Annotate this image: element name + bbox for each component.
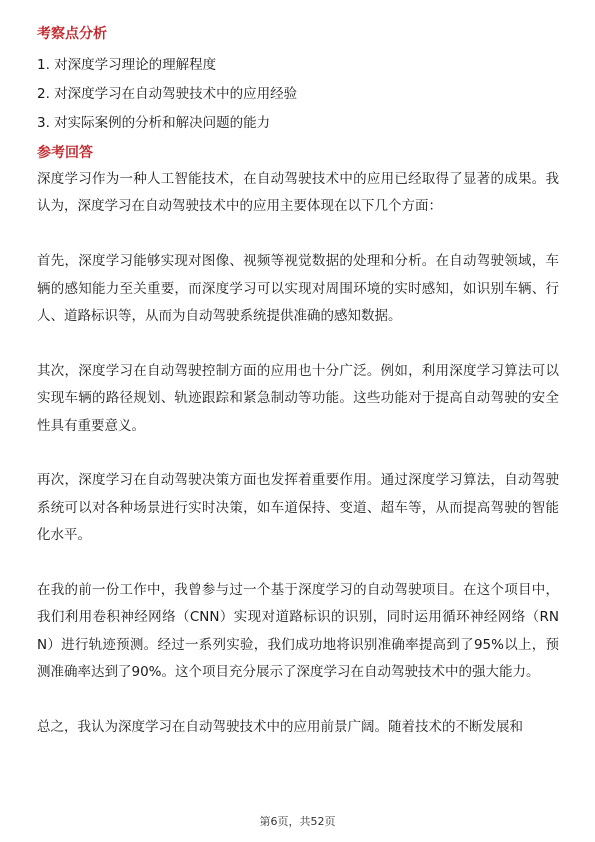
answer-paragraph-first: 首先，深度学习能够实现对图像、视频等视觉数据的处理和分析。在自动驾驶领域，车辆的感知能力至关重要，而深度学习可以实现对周围环境的实时感知，如识别车辆、行人、道路标识等，从而为自动驾驶系统提供准确的感知数据。 bbox=[37, 253, 559, 325]
page-number: 第6页，共52页 bbox=[259, 815, 336, 828]
answer-body bbox=[37, 166, 559, 769]
answer-paragraph-experience: 在我的前一份工作中，我曾参与过一个基于深度学习的自动驾驶项目。在这个项目中，我们利用卷积神经网络（CNN）实现对道路标识的识别，同时运用循环神经网络（RNN）进行轨迹预测。经过一系列实验，我们成功地将识别准确率提高到了95%以上，预测准确率达到了90%。这个项目充分展示了深度学习在自动驾驶技术中的强大能力。 bbox=[37, 582, 559, 681]
answer-paragraph-conclusion: 总之，我认为深度学习在自动驾驶技术中的应用前景广阔。随着技术的不断发展和 bbox=[37, 719, 523, 736]
answer-paragraph-intro: 深度学习作为一种人工智能技术，在自动驾驶技术中的应用已经取得了显著的成果。我认为，深度学习在自动驾驶技术中的应用主要体现在以下几个方面： bbox=[37, 171, 559, 215]
answer-heading: 参考回答 bbox=[37, 145, 93, 161]
analysis-item: 2. 对深度学习在自动驾驶技术中的应用经验 bbox=[37, 86, 298, 102]
analysis-heading: 考察点分析 bbox=[37, 26, 107, 42]
answer-paragraph-second: 其次，深度学习在自动驾驶控制方面的应用也十分广泛。例如，利用深度学习算法可以实现车辆的路径规划、轨迹跟踪和紧急制动等功能。这些功能对于提高自动驾驶的安全性具有重要意义。 bbox=[37, 362, 559, 434]
analysis-item: 1. 对深度学习理论的理解程度 bbox=[37, 57, 217, 73]
analysis-list bbox=[37, 52, 297, 139]
answer-paragraph-third: 再次，深度学习在自动驾驶决策方面也发挥着重要作用。通过深度学习算法，自动驾驶系统可以对各种场景进行实时决策，如车道保持、变道、超车等，从而提高驾驶的智能化水平。 bbox=[37, 472, 559, 544]
analysis-item: 3. 对实际案例的分析和解决问题的能力 bbox=[37, 115, 271, 131]
